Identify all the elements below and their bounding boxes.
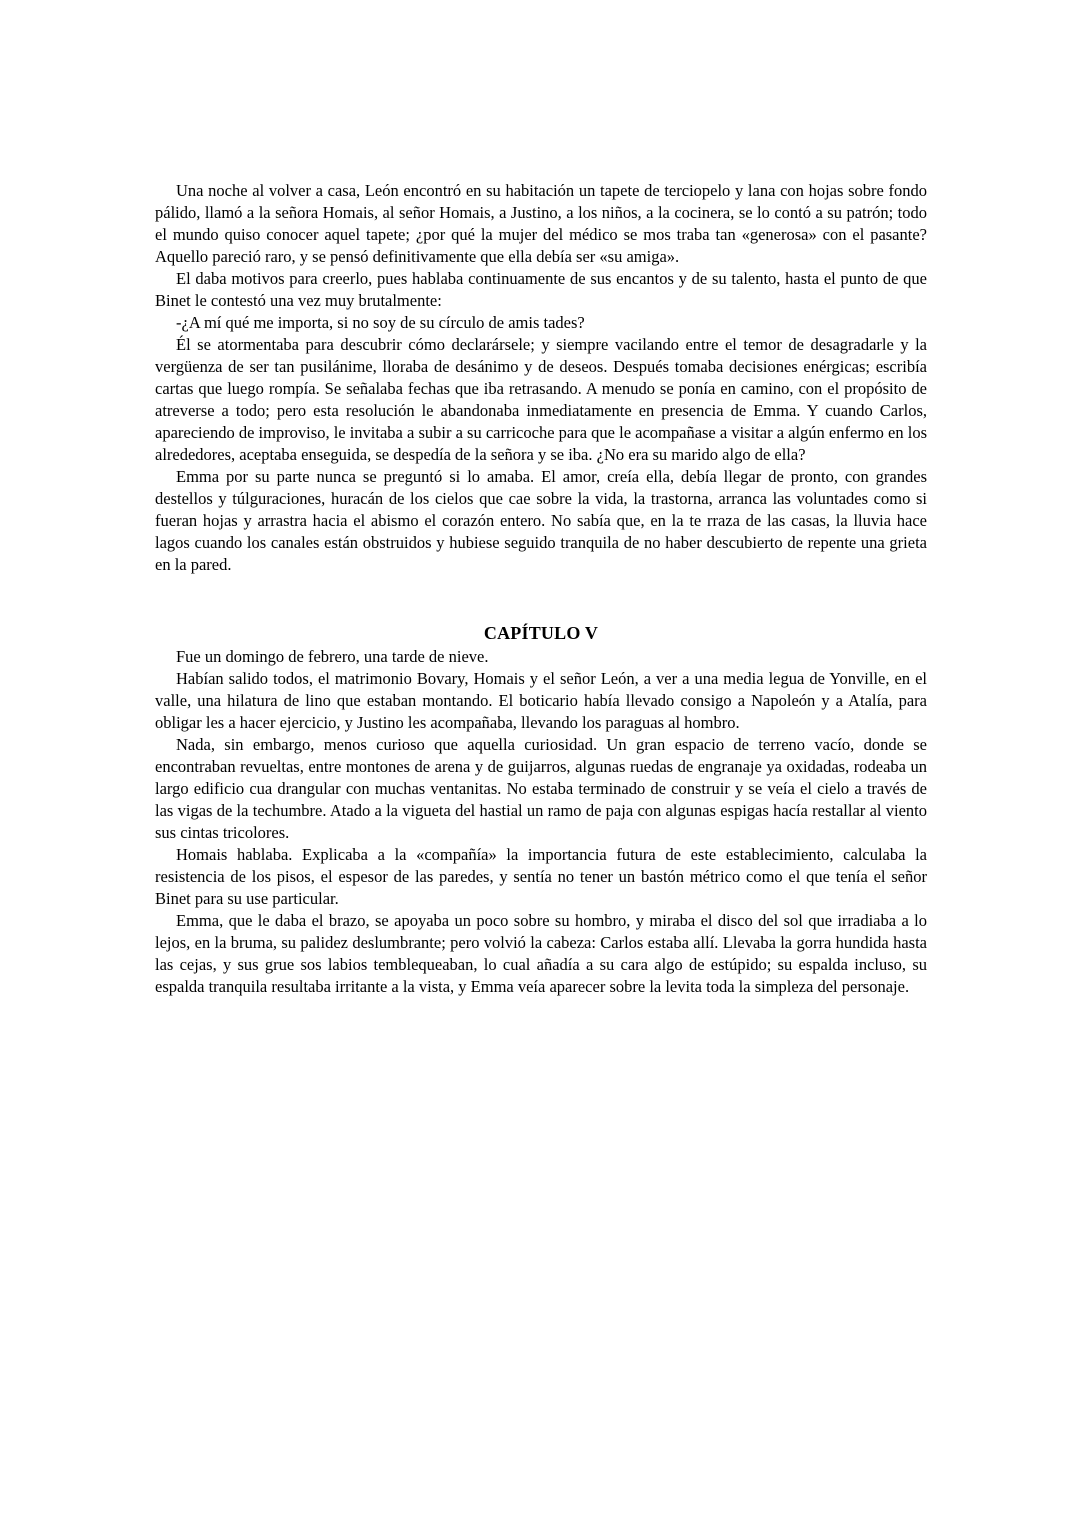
section-before-chapter bbox=[155, 180, 927, 576]
paragraph: Fue un domingo de febrero, una tarde de nieve. bbox=[176, 647, 489, 666]
paragraph: Homais hablaba. Explicaba a la «compañía» la importancia futura de este establecimiento, calculaba la resistencia de los pisos, el espesor de las paredes, y sentía no tener un bastón métrico como el que tenía el señor Binet para su use particular. bbox=[155, 845, 927, 908]
paragraph: Él se atormentaba para descubrir cómo declarársele; y siempre vacilando entre el temor de desagradarle y la vergüenza de ser tan pusilánime, lloraba de desánimo y de deseos. Después tomaba decisiones enérgicas; escribía cartas que luego rompía. Se señalaba fechas que iba retrasando. A menudo se ponía en camino, con el propósito de atreverse a todo; pero esta resolución le abandonaba inmediatamente en presencia de Emma. Y cuando Carlos, apareciendo de improviso, le invitaba a subir a su carricoche para que le acompañase a visitar a algún enfermo en los alrededores, aceptaba enseguida, se despedía de la señora y se iba. ¿No era su marido algo de ella? bbox=[155, 335, 927, 464]
paragraph: Emma, que le daba el brazo, se apoyaba un poco sobre su hombro, y miraba el disco del sol que irradiaba a lo lejos, en la bruma, su palidez deslumbrante; pero volvió la cabeza: Carlos estaba allí. Llevaba la gorra hundida hasta las cejas, y sus grue sos labios temblequeaban, lo cual añadía a su cara algo de estúpido; su espalda incluso, su espalda tranquila resultaba irritante a la vista, y Emma veía aparecer sobre la levita toda la simpleza del personaje. bbox=[155, 911, 927, 996]
paragraph: Habían salido todos, el matrimonio Bovary, Homais y el señor León, a ver a una media legua de Yonville, en el valle, una hilatura de lino que estaban montando. El boticario había llevado consigo a Napoleón y a Atalía, para obligar les a hacer ejercicio, y Justino les acompañaba, llevando los paraguas al hombro. bbox=[155, 669, 927, 732]
paragraph-dialogue: -¿A mí qué me importa, si no soy de su círculo de amis tades? bbox=[176, 313, 585, 332]
paragraph: Una noche al volver a casa, León encontró en su habitación un tapete de terciopelo y lana con hojas sobre fondo pálido, llamó a la señora Homais, al señor Homais, a Justino, a los niños, a la cocinera, se lo contó a su patrón; todo el mundo quiso conocer aquel tapete; ¿por qué la mujer del médico se mos traba tan «generosa» con el pasante? Aquello pareció raro, y se pensó definitivamente que ella debía ser «su amiga». bbox=[155, 181, 927, 266]
paragraph: Emma por su parte nunca se preguntó si lo amaba. El amor, creía ella, debía llegar de pronto, con grandes destellos y túlguraciones, huracán de los cielos que cae sobre la vida, la trastorna, arranca las voluntades como si fueran hojas y arrastra hacia el abismo el corazón entero. No sabía que, en la te rraza de las casas, la lluvia hace lagos cuando los canales están obstruidos y hubiese seguido tranquila de no haber descubierto de repente una grieta en la pared. bbox=[155, 467, 927, 574]
chapter-heading: CAPÍTULO V bbox=[483, 623, 599, 643]
section-after-chapter bbox=[155, 646, 927, 998]
paragraph: El daba motivos para creerlo, pues hablaba continuamente de sus encantos y de su talento, hasta el punto de que Binet le contestó una vez muy brutalmente: bbox=[155, 269, 927, 310]
paragraph: Nada, sin embargo, menos curioso que aquella curiosidad. Un gran espacio de terreno vacío, donde se encontraban revueltas, entre montones de arena y de guijarros, algunas ruedas de engranaje ya oxidadas, rodeaba un largo edificio cua drangular con muchas ventanitas. No estaba terminado de construir y se veía el cielo a través de las vigas de la techumbre. Atado a la vigueta del hastial un ramo de paja con algunas espigas hacía restallar al viento sus cintas tricolores. bbox=[155, 735, 927, 842]
